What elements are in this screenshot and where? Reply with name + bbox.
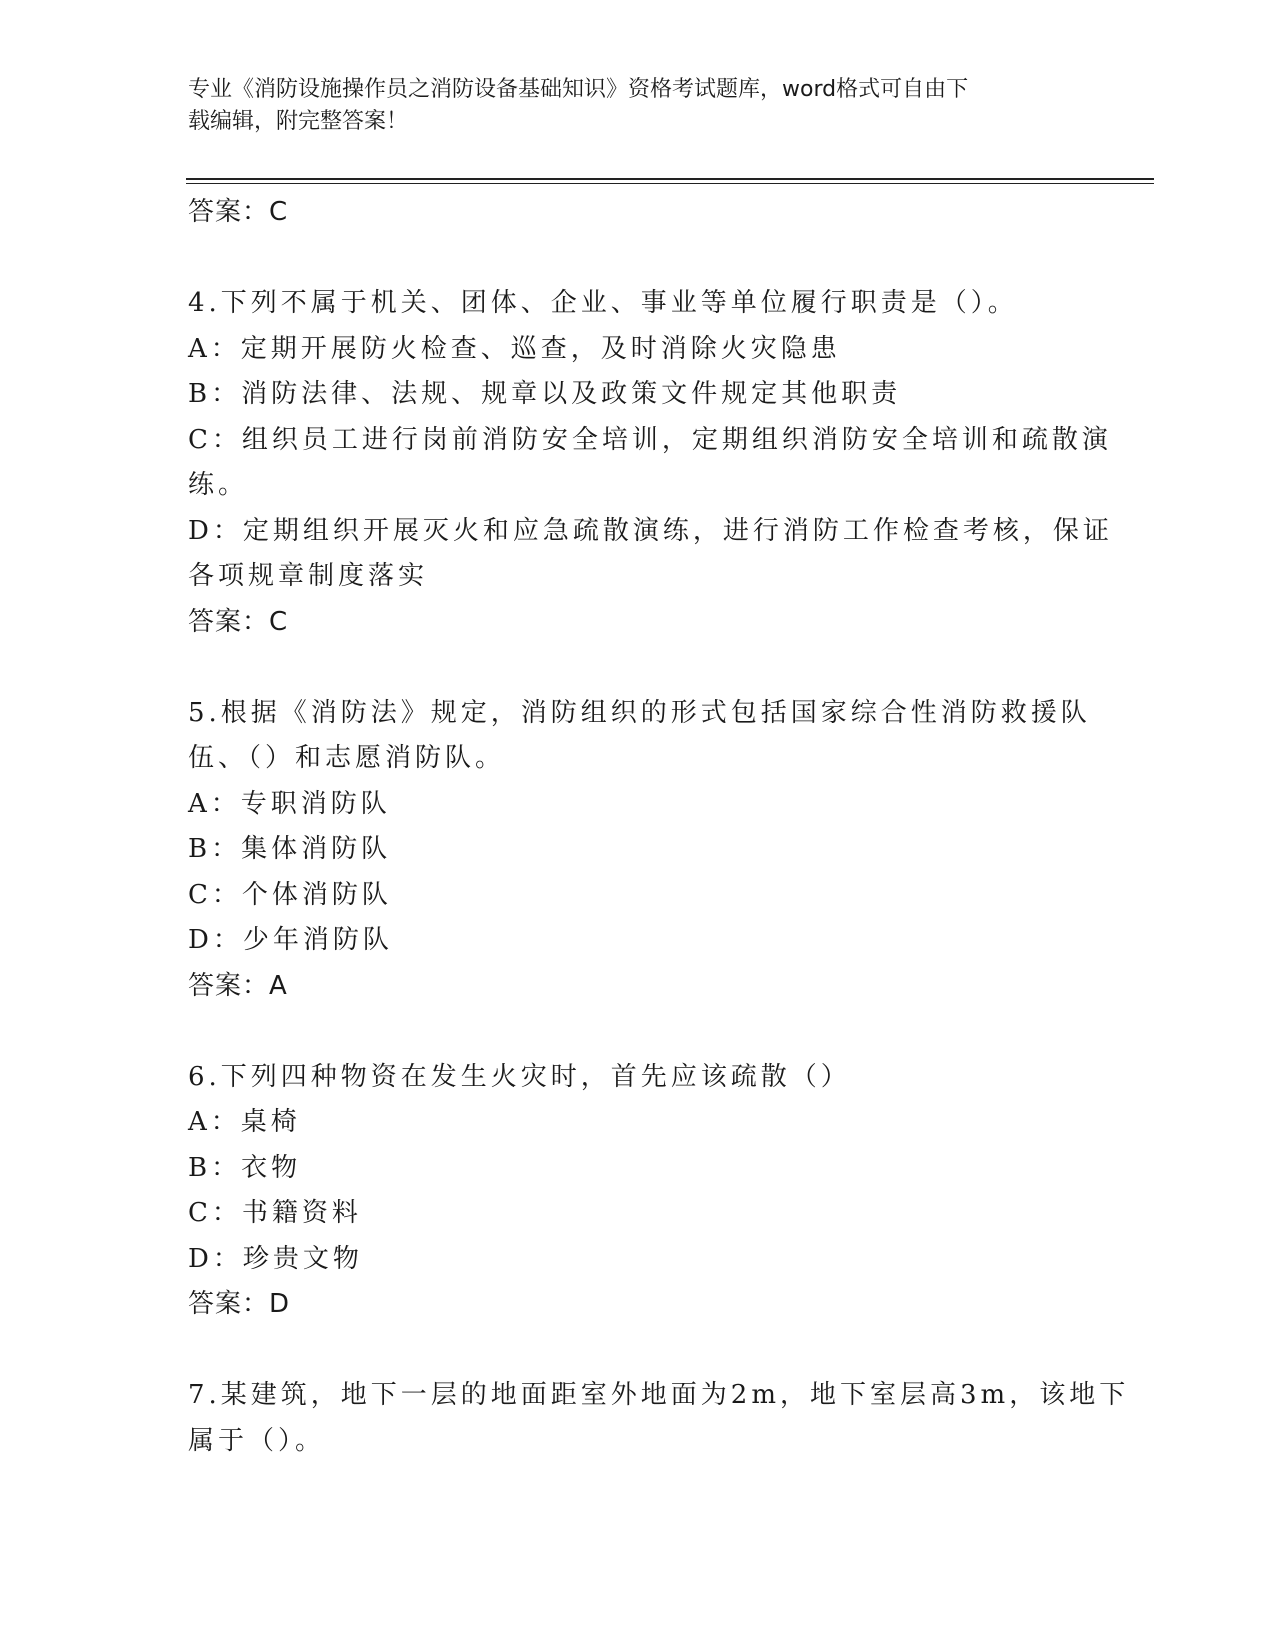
header-divider <box>186 178 1154 180</box>
option-a: A：定期开展防火检查、巡查，及时消除火灾隐患 <box>188 333 841 364</box>
answer-line: 答案：C <box>188 606 289 637</box>
option-d-continued: 各项规章制度落实 <box>188 561 429 591</box>
question-4 <box>188 281 1113 645</box>
option-b: B：消防法律、法规、规章以及政策文件规定其他职责 <box>188 379 902 409</box>
header-divider-thin <box>186 183 1154 184</box>
question-5 <box>188 691 1091 1010</box>
question-stem: 5.根据《消防法》规定，消防组织的形式包括国家综合性消防救援队 <box>188 697 1091 728</box>
question-7 <box>188 1373 1130 1464</box>
option-c-continued: 练。 <box>188 470 249 500</box>
answer-line: 答案：D <box>188 1289 291 1319</box>
spacer <box>188 645 1078 691</box>
option-a: A：专职消防队 <box>188 788 391 819</box>
question-stem: 7.某建筑，地下一层的地面距室外地面为2m，地下室层高3m，该地下 <box>188 1380 1130 1410</box>
page-header <box>188 74 1078 138</box>
answer-line: 答案：A <box>188 970 288 1001</box>
header-line-2: 载编辑，附完整答案！ <box>188 109 409 134</box>
spacer <box>188 1328 1078 1374</box>
answer-line: 答案：C <box>188 197 289 227</box>
question-stem-continued: 属于（）。 <box>188 1425 326 1456</box>
question-6 <box>188 1055 1078 1328</box>
spacer <box>188 1009 1078 1055</box>
option-c: C：书籍资料 <box>188 1198 362 1228</box>
option-b: B：集体消防队 <box>188 834 392 864</box>
question-stem: 6.下列四种物资在发生火灾时，首先应该疏散（） <box>188 1061 851 1092</box>
option-c: C：组织员工进行岗前消防安全培训，定期组织消防安全培训和疏散演 <box>188 424 1112 455</box>
question-stem: 4.下列不属于机关、团体、企业、事业等单位履行职责是（）。 <box>188 288 1018 318</box>
option-d: D：少年消防队 <box>188 925 393 955</box>
option-a: A：桌椅 <box>188 1107 301 1137</box>
option-b: B：衣物 <box>188 1152 302 1183</box>
question-stem-continued: 伍、（）和志愿消防队。 <box>188 743 506 773</box>
option-c: C：个体消防队 <box>188 879 392 910</box>
option-d: D：定期组织开展灭火和应急疏散演练，进行消防工作检查考核，保证 <box>188 515 1113 546</box>
header-line-1: 专业《消防设施操作员之消防设备基础知识》资格考试题库，word格式可自由下 <box>188 77 969 102</box>
spacer <box>188 236 1078 282</box>
option-d: D：珍贵文物 <box>188 1243 363 1274</box>
question-list <box>188 190 1130 1464</box>
